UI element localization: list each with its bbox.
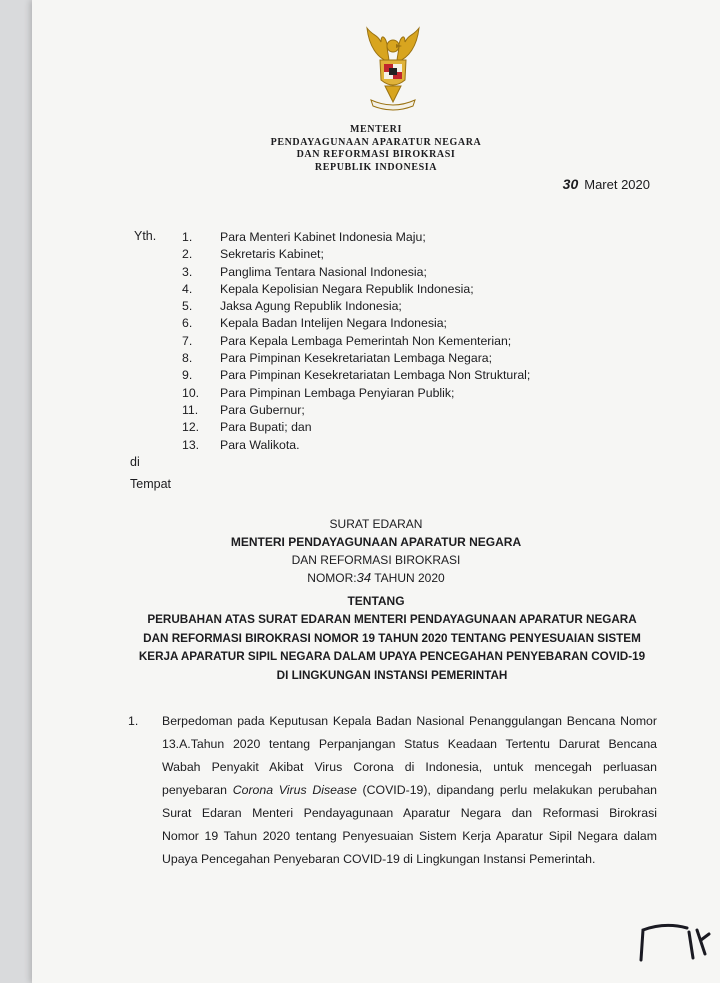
addressee-di: di [130,455,140,469]
circular-subject [122,611,662,685]
letterhead-line-2: PENDAYAGUNAAN APARATUR NEGARA [270,136,482,148]
recipient-list [182,229,530,454]
paragraph-line: Nomor 19 Tahun 2020 tentang Penyesuaian Sistem Kerja Aparatur Sipil Negara dalam [162,829,657,843]
garuda-emblem-icon [347,22,439,114]
list-item: 6. Kepala Badan Intelijen Negara Indonesia; [182,316,447,331]
list-item: 3. Panglima Tentara Nasional Indonesia; [182,264,427,279]
addressee-tempat: Tempat [130,477,171,491]
list-item: 7. Para Kepala Lembaga Pemerintah Non Kementerian; [182,333,512,348]
title-line-2: MENTERI PENDAYAGUNAAN APARATUR NEGARA [230,535,522,549]
paragraph-line: 13.A.Tahun 2020 tentang Perpanjangan Status Keadaan Tertentu Darurat Bencana [162,737,657,751]
document-page [32,0,720,983]
ministry-letterhead [32,124,720,174]
list-item: 8. Para Pimpinan Kesekretariatan Lembaga Negara; [182,351,493,366]
nomor-value: 34 [356,570,372,585]
circular-title [32,515,720,587]
list-item: 13. Para Walikota. [182,437,300,452]
subject-line: DAN REFORMASI BIROKRASI NOMOR 19 TAHUN 2020 TENTANG PENYESUAIAN SISTEM [143,631,641,645]
paragraph-line: Surat Edaran Menteri Pendayagunaan Aparatur Negara dan Reformasi Birokrasi [162,806,657,820]
letterhead-line-1: MENTERI [350,124,402,135]
letter-date [563,176,650,192]
list-item: 10. Para Pimpinan Lembaga Penyiaran Publik; [182,385,455,400]
letterhead-line-4: REPUBLIK INDONESIA [314,161,438,173]
list-item: 9. Para Pimpinan Kesekretariatan Lembaga Non Struktural; [182,368,531,383]
title-line-3: DAN REFORMASI BIROKRASI [291,553,461,567]
title-nomor: NOMOR:34 TAHUN 2020 [307,570,445,585]
paragraph-line: Upaya Pencegahan Penyebaran COVID-19 di Lingkungan Instansi Pemerintah. [162,852,596,866]
title-tentang: TENTANG [347,594,405,608]
paragraph-1 [162,710,657,871]
list-item: 12. Para Bupati; dan [182,420,312,435]
list-item: 2. Sekretaris Kabinet; [182,247,324,262]
initial-paraph-signature [635,918,715,964]
paragraph-line: Wabah Penyakit Akibat Virus Corona di Indonesia, untuk mencegah perluasan [162,760,657,774]
title-line-1: SURAT EDARAN [329,517,423,531]
date-month-year: Maret 2020 [584,177,650,192]
subject-line: KERJA APARATUR SIPIL NEGARA DALAM UPAYA PENCEGAHAN PENYEBARAN COVID-19 [138,650,646,663]
paragraph-line: Berpedoman pada Keputusan Kepala Badan Nasional Penanggulangan Bencana Nomor [162,714,657,728]
subject-line: DI LINGKUNGAN INSTANSI PEMERINTAH [276,668,508,682]
addressee-label: Yth. [134,229,157,243]
list-item: 5. Jaksa Agung Republik Indonesia; [182,299,402,314]
paragraph-number: 1. [128,714,139,728]
list-item: 4. Kepala Kepolisian Negara Republik Indonesia; [182,281,474,296]
subject-line: PERUBAHAN ATAS SURAT EDARAN MENTERI PENDAYAGUNAAN APARATUR NEGARA [147,613,637,626]
list-item: 1. Para Menteri Kabinet Indonesia Maju; [182,230,426,244]
letterhead-line-3: DAN REFORMASI BIROKRASI [296,149,456,160]
date-day: 30 [562,176,579,192]
paragraph-line: penyebaran Corona Virus Disease (COVID-19), dipandang perlu melakukan perubahan [162,783,657,797]
list-item: 11. Para Gubernur; [182,402,305,417]
